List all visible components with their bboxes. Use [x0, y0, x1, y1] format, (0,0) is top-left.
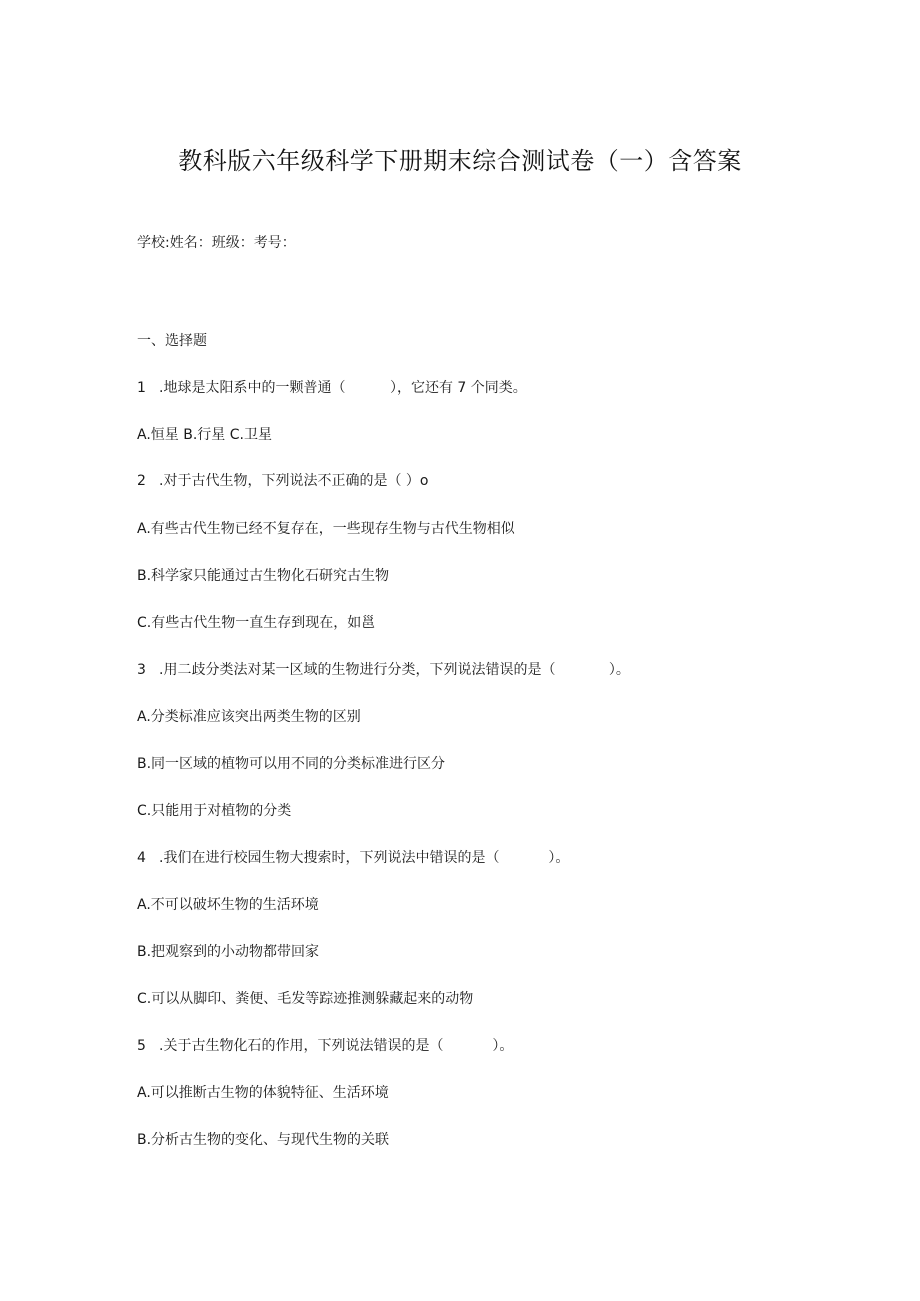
question-5-option-a: A.可以推断古生物的体貌特征、生活环境	[137, 1085, 389, 1101]
question-stem: .关于古生物化石的作用，下列说法错误的是（ ）。	[159, 1038, 514, 1054]
question-number: 1	[137, 380, 146, 396]
question-number: 2	[137, 473, 146, 489]
question-3-option-c: C.只能用于对植物的分类	[137, 803, 292, 819]
question-number: 5	[137, 1038, 146, 1054]
question-stem: .用二歧分类法对某一区域的生物进行分类，下列说法错误的是（ ）。	[159, 662, 630, 678]
question-stem: .地球是太阳系中的一颗普通（ ），它还有 7 个同类。	[159, 380, 527, 396]
question-2-option-a: A.有些古代生物已经不复存在，一些现存生物与古代生物相似	[137, 521, 515, 537]
question-3-option-b: B.同一区域的植物可以用不同的分类标准进行区分	[137, 756, 446, 772]
document-title: 教科版六年级科学下册期末综合测试卷（一）含答案	[178, 147, 742, 175]
question-3	[137, 660, 630, 680]
question-4-option-b: B.把观察到的小动物都带回家	[137, 944, 320, 960]
question-4-option-a: A.不可以破坏生物的生活环境	[137, 897, 319, 913]
question-2-option-c: C.有些古代生物一直生存到现在，如邕	[137, 615, 376, 631]
question-stem: .我们在进行校园生物大搜索时，下列说法中错误的是（ ）。	[159, 850, 570, 866]
question-4-option-c: C.可以从脚印、粪便、毛发等踪迹推测躲藏起来的动物	[137, 991, 474, 1007]
question-5-option-b: B.分析古生物的变化、与现代生物的关联	[137, 1132, 390, 1148]
question-2	[137, 471, 428, 491]
section-heading: 一、选择题	[137, 333, 207, 349]
question-3-option-a: A.分类标准应该突出两类生物的区别	[137, 709, 361, 725]
question-1	[137, 378, 527, 398]
question-number: 3	[137, 662, 146, 678]
question-4	[137, 848, 569, 868]
question-1-options: A.恒星 B.行星 C.卫星	[137, 427, 272, 443]
question-stem: .对于古代生物，下列说法不正确的是（ ）o	[159, 473, 429, 489]
question-2-option-b: B.科学家只能通过古生物化石研究古生物	[137, 568, 390, 584]
student-info-line: 学校:姓名：班级：考号：	[137, 235, 296, 251]
question-number: 4	[137, 850, 146, 866]
question-5	[137, 1036, 513, 1056]
